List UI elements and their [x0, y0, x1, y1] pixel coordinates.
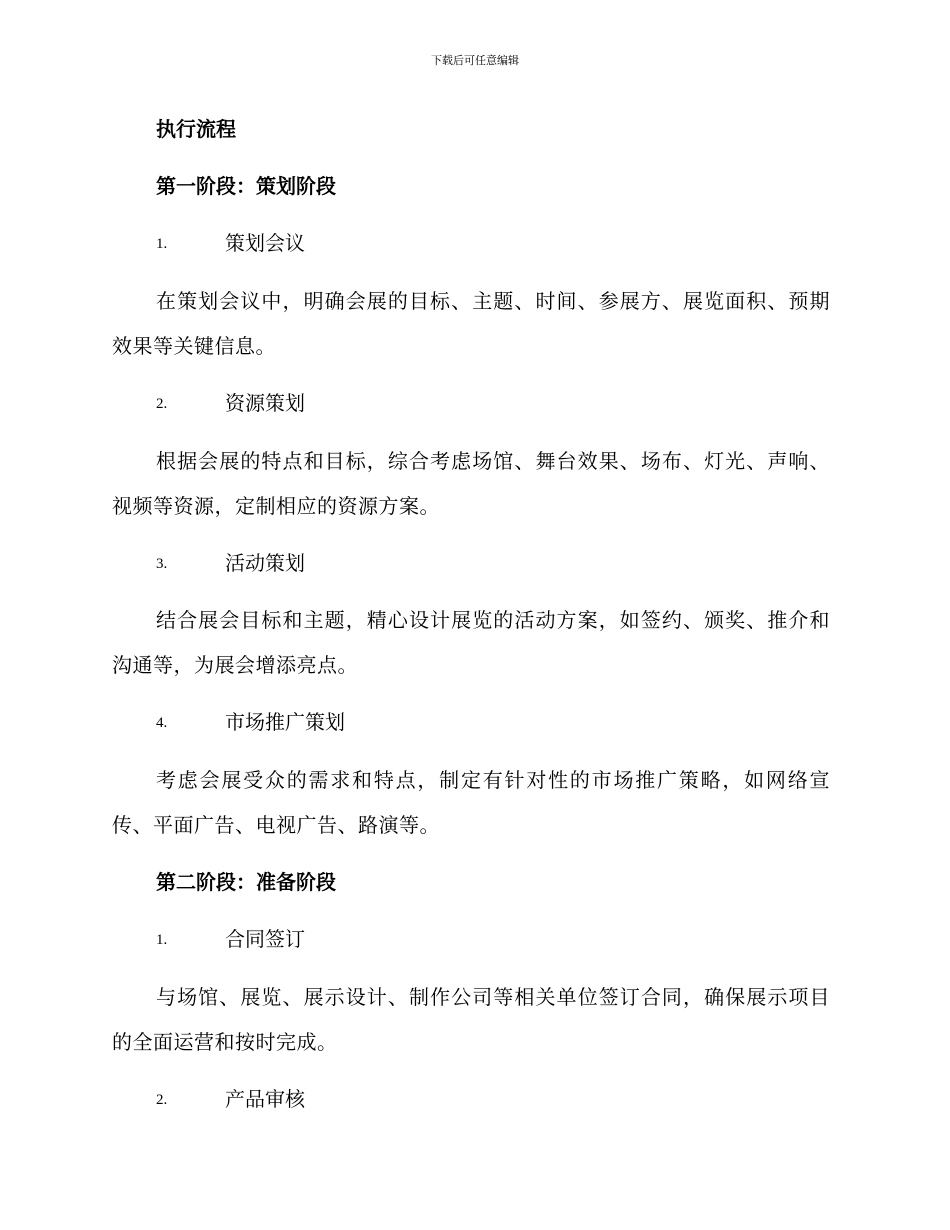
list-item-label: 活动策划	[225, 551, 305, 575]
list-item-number: 3.	[156, 556, 168, 572]
list-item-number: 1.	[156, 932, 168, 948]
document-title: 执行流程	[156, 117, 236, 141]
list-item-number: 1.	[156, 236, 168, 252]
list-item-label: 产品审核	[225, 1087, 305, 1111]
paragraph: 与场馆、展览、展示设计、制作公司等相关单位签订合同，确保展示项目的全面运营和按时完成。	[112, 985, 830, 1054]
list-item-number: 4.	[156, 715, 168, 731]
list-item-label: 策划会议	[225, 231, 305, 255]
list-item-label: 市场推广策划	[225, 710, 345, 734]
paragraph: 结合展会目标和主题，精心设计展览的活动方案，如签约、颁奖、推介和沟通等，为展会增添亮点。	[112, 608, 830, 677]
paragraph: 在策划会议中，明确会展的目标、主题、时间、参展方、展览面积、预期效果等关键信息。	[112, 289, 830, 358]
stage2-heading: 第二阶段：准备阶段	[156, 870, 336, 894]
page-header-watermark: 下载后可任意编辑	[431, 54, 519, 67]
stage1-heading: 第一阶段：策划阶段	[156, 174, 336, 198]
list-item-number: 2.	[156, 396, 168, 412]
paragraph: 考虑会展受众的需求和特点，制定有针对性的市场推广策略，如网络宣传、平面广告、电视广告、路演等。	[112, 768, 830, 837]
list-item-number: 2.	[156, 1092, 168, 1108]
paragraph: 根据会展的特点和目标，综合考虑场馆、舞台效果、场布、灯光、声响、视频等资源，定制相应的资源方案。	[112, 449, 830, 518]
list-item-label: 资源策划	[225, 391, 305, 415]
list-item-label: 合同签订	[225, 927, 305, 951]
